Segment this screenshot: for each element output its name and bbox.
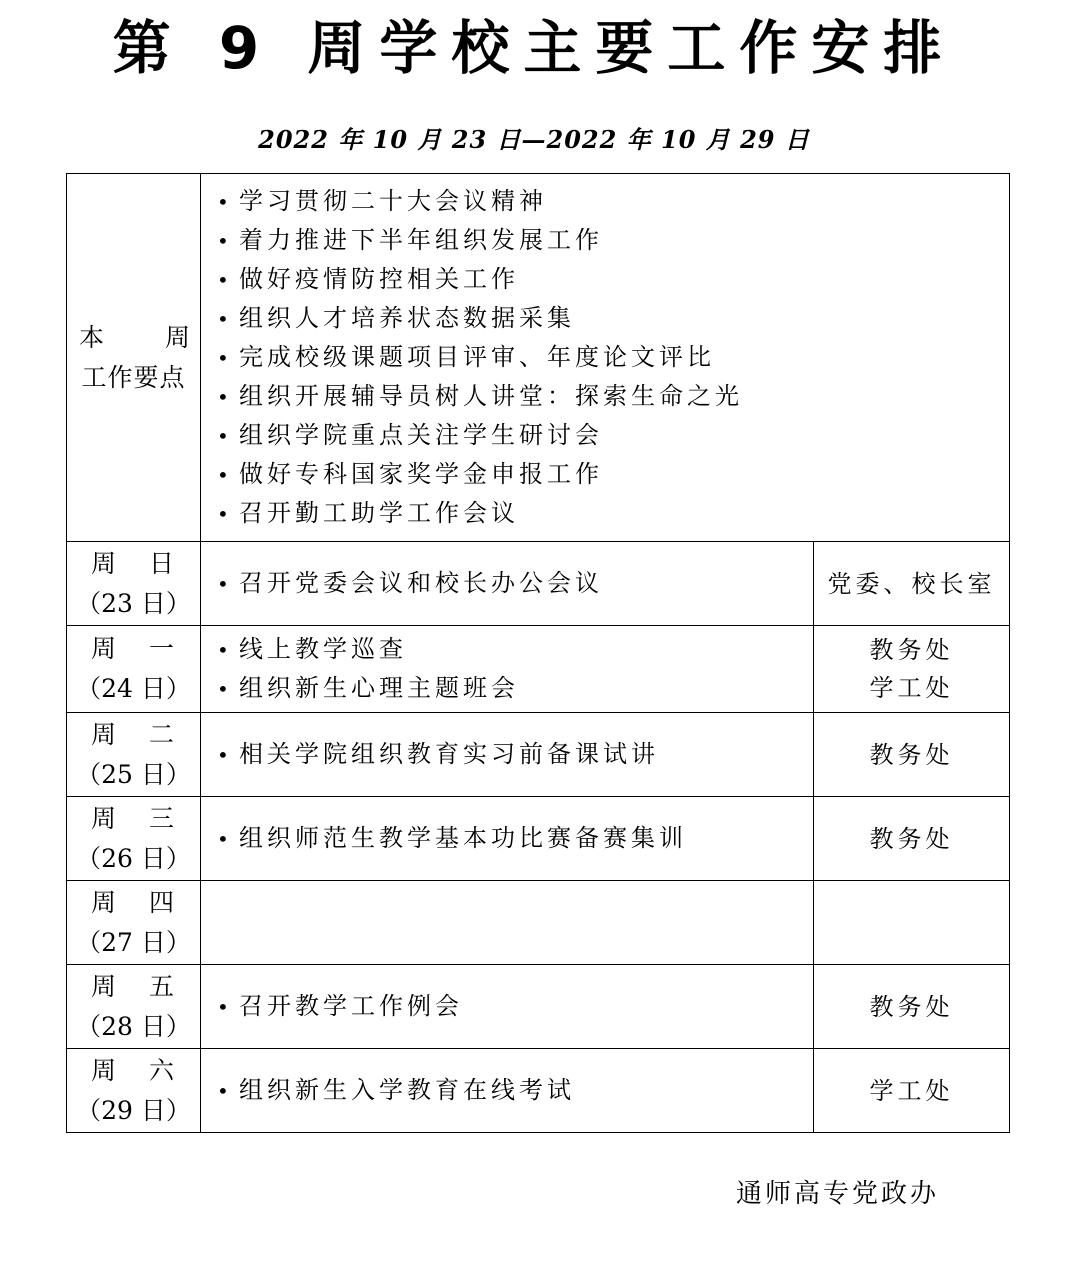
day-label: 周 三 （26 日） xyxy=(67,797,201,881)
key-point-item: • 做好疫情防控相关工作 xyxy=(217,260,1009,299)
day-label: 周 一 （24 日） xyxy=(67,626,201,713)
key-point-item: • 召开勤工助学工作会议 xyxy=(217,494,1009,533)
key-label-ben: 本 xyxy=(79,322,105,352)
key-label-gongzuoyaodian: 工作要点 xyxy=(81,362,186,392)
bullet-icon: • xyxy=(217,502,229,526)
bullet-icon: • xyxy=(217,346,229,370)
day-dept xyxy=(814,965,1010,1049)
day-row-saturday xyxy=(67,1049,1010,1133)
bullet-icon: • xyxy=(217,229,229,253)
day-tasks xyxy=(201,626,814,713)
dept-name: 党委、校长室 xyxy=(827,569,996,598)
key-point-item: • 组织学院重点关注学生研讨会 xyxy=(217,416,1009,455)
dept-name: 教务处 xyxy=(869,992,954,1021)
day-date: （28 日） xyxy=(76,1011,191,1041)
task-item: • 组织师范生教学基本功比赛备赛集训 xyxy=(217,819,813,858)
key-points-row xyxy=(67,174,1010,542)
dept-name: 教务处 xyxy=(869,636,954,664)
day-label: 周 六 （29 日） xyxy=(67,1049,201,1133)
date-range: 2022 年 10 月 23 日—2022 年 10 月 29 日 xyxy=(258,125,810,154)
day-tasks xyxy=(201,1049,814,1133)
key-point-item: • 着力推进下半年组织发展工作 xyxy=(217,221,1009,260)
day-dept xyxy=(814,713,1010,797)
bullet-icon: • xyxy=(217,1079,229,1103)
task-item: • 相关学院组织教育实习前备课试讲 xyxy=(217,735,813,774)
day-date: （26 日） xyxy=(76,843,191,873)
day-tasks xyxy=(201,797,814,881)
key-point-item: • 组织人才培养状态数据采集 xyxy=(217,299,1009,338)
page-title: 第 9 周学校主要工作安排 xyxy=(112,14,956,82)
key-point-item: • 完成校级课题项目评审、年度论文评比 xyxy=(217,338,1009,377)
bullet-icon: • xyxy=(217,385,229,409)
bullet-icon: • xyxy=(217,424,229,448)
bullet-icon: • xyxy=(217,743,229,767)
day-date: （24 日） xyxy=(76,674,191,703)
key-points-cell xyxy=(201,174,1010,542)
day-dept xyxy=(814,1049,1010,1133)
bullet-icon: • xyxy=(217,572,229,596)
task-item: • 组织新生入学教育在线考试 xyxy=(217,1071,813,1110)
bullet-icon: • xyxy=(217,995,229,1019)
dept-name: 教务处 xyxy=(869,824,954,853)
day-date: （29 日） xyxy=(76,1095,191,1125)
day-label: 周 二 （25 日） xyxy=(67,713,201,797)
day-date: （25 日） xyxy=(76,759,191,789)
day-tasks xyxy=(201,713,814,797)
day-dept xyxy=(814,797,1010,881)
day-dept xyxy=(814,542,1010,626)
day-label: 周 四 （27 日） xyxy=(67,881,201,965)
dept-name: 教务处 xyxy=(869,740,954,769)
day-date: （27 日） xyxy=(76,927,191,957)
key-point-item: • 组织开展辅导员树人讲堂：探索生命之光 xyxy=(217,377,1009,416)
dept-name: 学工处 xyxy=(869,674,954,702)
bullet-icon: • xyxy=(217,827,229,851)
task-item: • 线上教学巡查 xyxy=(217,630,813,669)
day-row-monday xyxy=(67,626,1010,713)
day-dept xyxy=(814,881,1010,965)
day-row-thursday xyxy=(67,881,1010,965)
bullet-icon: • xyxy=(217,268,229,292)
day-row-tuesday xyxy=(67,713,1010,797)
day-row-wednesday xyxy=(67,797,1010,881)
day-label: 周 五 （28 日） xyxy=(67,965,201,1049)
bullet-icon: • xyxy=(217,190,229,214)
day-tasks xyxy=(201,542,814,626)
issuer-signature: 通师高专党政办 xyxy=(736,1179,940,1209)
schedule-table xyxy=(66,173,1010,1133)
key-points-label xyxy=(67,174,201,542)
day-dept xyxy=(814,626,1010,713)
task-item: • 召开党委会议和校长办公会议 xyxy=(217,564,813,603)
day-row-sunday xyxy=(67,542,1010,626)
day-tasks xyxy=(201,881,814,965)
bullet-icon: • xyxy=(217,307,229,331)
bullet-icon: • xyxy=(217,638,229,662)
key-label-zhou: 周 xyxy=(164,322,190,352)
bullet-icon: • xyxy=(217,677,229,701)
dept-name: 学工处 xyxy=(869,1076,954,1105)
day-date: （23 日） xyxy=(76,588,191,618)
task-item: • 召开教学工作例会 xyxy=(217,987,813,1026)
key-points-list xyxy=(201,182,1009,533)
day-tasks xyxy=(201,965,814,1049)
key-point-item: • 做好专科国家奖学金申报工作 xyxy=(217,455,1009,494)
bullet-icon: • xyxy=(217,463,229,487)
day-label: 周 日 （23 日） xyxy=(67,542,201,626)
key-point-item: • 学习贯彻二十大会议精神 xyxy=(217,182,1009,221)
task-item: • 组织新生心理主题班会 xyxy=(217,669,813,708)
day-row-friday xyxy=(67,965,1010,1049)
